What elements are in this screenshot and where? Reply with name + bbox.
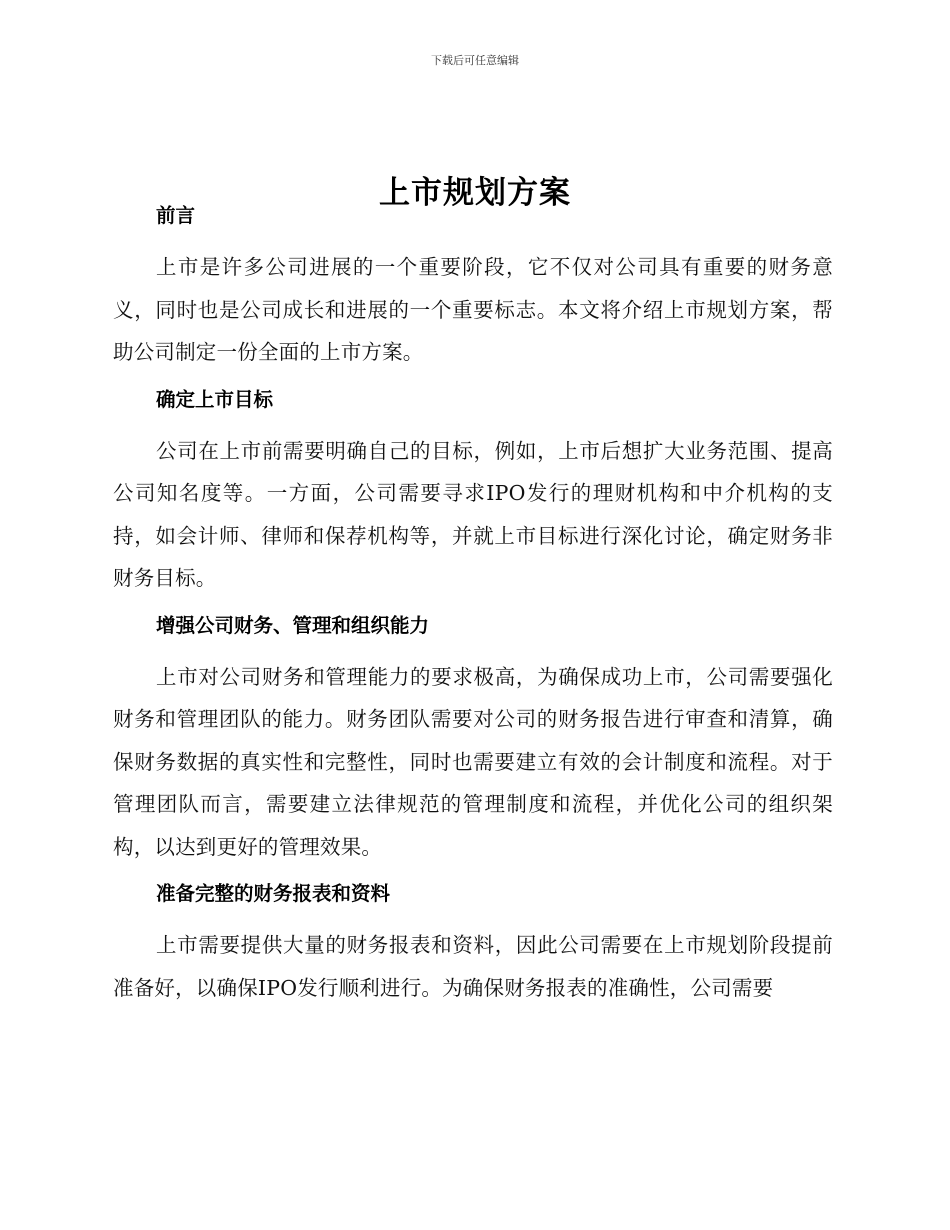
document-title: 上市规划方案: [379, 174, 571, 211]
section-heading: 增强公司财务、管理和组织能力: [156, 613, 430, 637]
section-paragraph: 上市是许多公司进展的一个重要阶段，它不仅对公司具有重要的财务意义，同时也是公司成长和进展的一个重要标志。本文将介绍上市规划方案，帮助公司制定一份全面的上市方案。: [113, 255, 833, 364]
page-header-note: 下载后可任意编辑: [431, 54, 519, 67]
document-body: [113, 202, 833, 1009]
section-heading: 确定上市目标: [156, 387, 274, 411]
section-paragraph: 公司在上市前需要明确自己的目标，例如，上市后想扩大业务范围、提高公司知名度等。一方面，公司需要寻求IPO发行的理财机构和中介机构的支持，如会计师、律师和保荐机构等，并就上市目标进行深化讨论，确定财务非财务目标。: [113, 438, 833, 590]
section-preface: [113, 202, 833, 374]
section-listing-goals: [113, 386, 833, 600]
section-heading: 准备完整的财务报表和资料: [156, 882, 391, 905]
section-paragraph: 上市对公司财务和管理能力的要求极高，为确保成功上市，公司需要强化财务和管理团队的能力。财务团队需要对公司的财务报告进行审查和清算，确保财务数据的真实性和完整性，同时也需要建立有效的会计制度和流程。对于管理团队而言，需要建立法律规范的管理制度和流程，并优化公司的组织架构，以达到更好的管理效果。: [113, 664, 833, 859]
section-paragraph: 上市需要提供大量的财务报表和资料，因此公司需要在上市规划阶段提前准备好，以确保IPO发行顺利进行。为确保财务报表的准确性，公司需要: [113, 933, 833, 1000]
section-capability: [113, 612, 833, 869]
section-heading: 前言: [156, 204, 196, 227]
section-financial-statements: [113, 880, 833, 1009]
